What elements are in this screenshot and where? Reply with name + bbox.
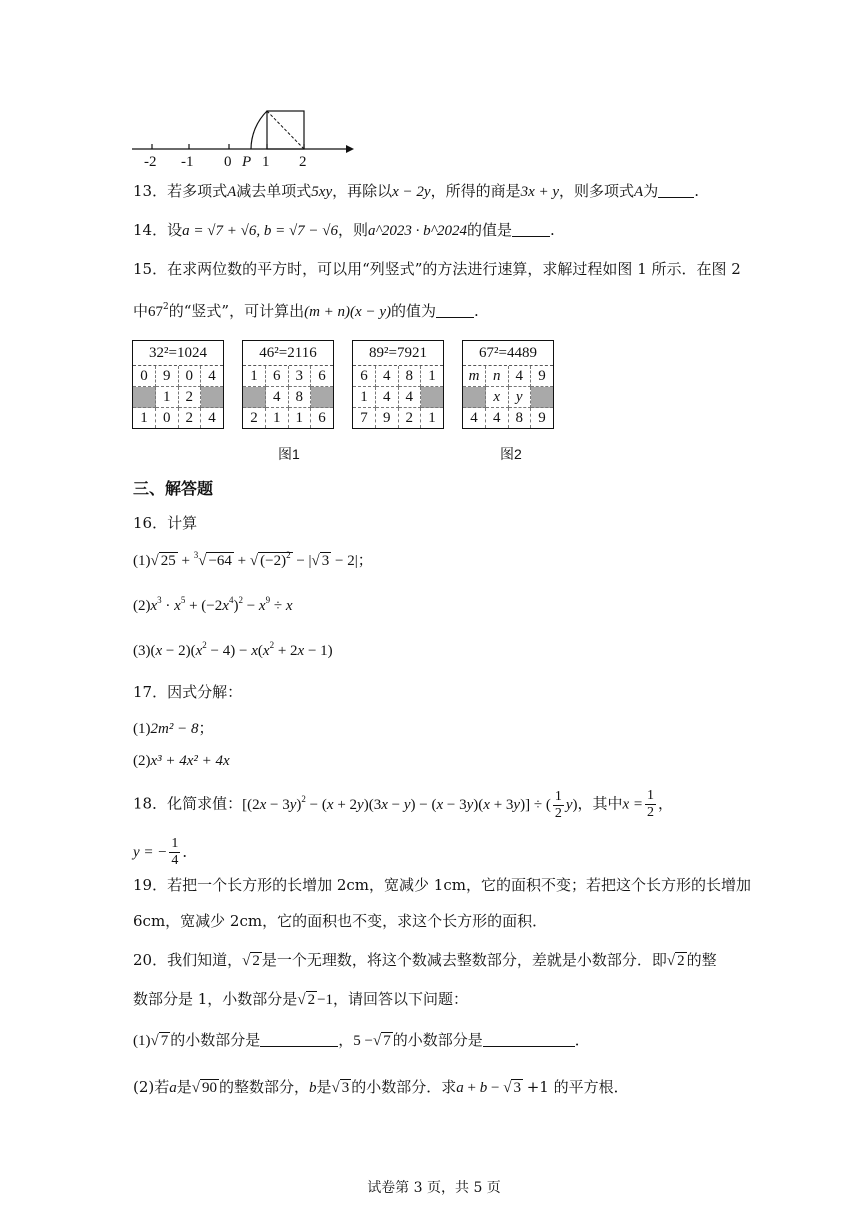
caption-fig1: 图1: [278, 446, 300, 462]
question-16: 16．计算: [133, 514, 198, 532]
question-14: 14．设a = √7 + √6, b = √7 − √6，则a^2023 · b^2024的值是 .: [133, 221, 555, 239]
grid-67-squared: 67²=4489 m n 4 9 x y 4 4 8 9: [462, 340, 554, 429]
caption-fig2: 图2: [500, 446, 522, 462]
question-13: 13．若多项式A减去单项式5xy，再除以x − 2y，所得的商是3x + y，则多项式A为 .: [133, 182, 700, 200]
q16-part2: $(2)x^3 \cdot x^5 + (-2x^4)^2 - x^9 \div x$: [133, 595, 293, 614]
nl-label-0: 0: [224, 154, 232, 170]
answer-blank-15: [436, 303, 474, 318]
nl-label-neg1: -1: [181, 154, 194, 170]
question-20-line1: 20．我们知道，√ 2 是一个无理数，将这个数减去整数部分，差就是小数部分．即√ 2 的整: [133, 951, 717, 969]
question-19-line2: 6cm，宽减少 2cm，它的面积也不变，求这个长方形的面积．: [133, 912, 548, 930]
question-15-line2: 中$67^2$的“竖式”，可计算出(m + n)(x − y)的值为 .: [133, 302, 479, 320]
question-20-line2: 数部分是 1，小数部分是√ 2 −1，请回答以下问题：: [133, 990, 469, 1008]
nl-label-p: P: [242, 154, 252, 170]
page-footer: 试卷第 3 页，共 5 页: [367, 1180, 501, 1196]
q16-part3: $(3)(x - 2)(x^2 - 4) - x(x^2 + 2x - 1)$: [133, 640, 333, 659]
q16-part1: (1)√ 25 + $^3$√ −64 + √ $(-2)^2$ − |√ 3 − 2|；: [133, 550, 373, 569]
question-17: 17．因式分解：: [133, 683, 243, 701]
answer-blank-14: [512, 222, 550, 237]
nl-label-neg2: -2: [144, 154, 157, 170]
answer-blank-20-1b: [483, 1032, 575, 1047]
question-18: 18．化简求值：$[(2x - 3y)^2 - (x + 2y)(3x - y) - (x - 3y)(x + 3y)]$ ÷ ( $\frac{1}{2}$ y)，其中x = $\frac{1}{2}$ ，: [133, 788, 674, 821]
number-line-diagram: [128, 104, 358, 174]
q17-part2: (2)x³ + 4x² + 4x: [133, 753, 230, 769]
grid-32-squared: 32²=1024 0 9 0 4 1 2 1 0 2 4: [132, 340, 224, 429]
question-19-line1: 19．若把一个长方形的长增加 2cm，宽减少 1cm，它的面积不变；若把这个长方形的长增加: [133, 876, 751, 894]
grid-89-squared: 89²=7921 6 4 8 1 1 4 4 7 9 2 1: [352, 340, 444, 429]
nl-label-1: 1: [262, 154, 270, 170]
nl-label-2: 2: [299, 154, 307, 170]
grid-46-squared: 46²=2116 1 6 3 6 4 8 2 1 1 6: [242, 340, 334, 429]
question-15-line1: 15．在求两位数的平方时，可以用“列竖式”的方法进行速算，求解过程如图 1 所示．在图 2: [133, 260, 741, 278]
section-heading: 三、解答题: [133, 479, 214, 498]
answer-blank-20-1a: [260, 1032, 338, 1047]
q20-part1: (1)√ 7 的小数部分是 ，5 −√ 7 的小数部分是 ．: [133, 1031, 590, 1049]
question-18-y: y = − $\frac{1}{4}$ ．: [133, 836, 198, 868]
q17-part1: (1)2m² − 8；: [133, 721, 214, 737]
answer-blank-13: [658, 183, 694, 198]
q20-part2: (2)若a是√ 90 的整数部分，b是√ 3 的小数部分．求a + b − √ 3 +1 的平方根．: [133, 1078, 629, 1096]
